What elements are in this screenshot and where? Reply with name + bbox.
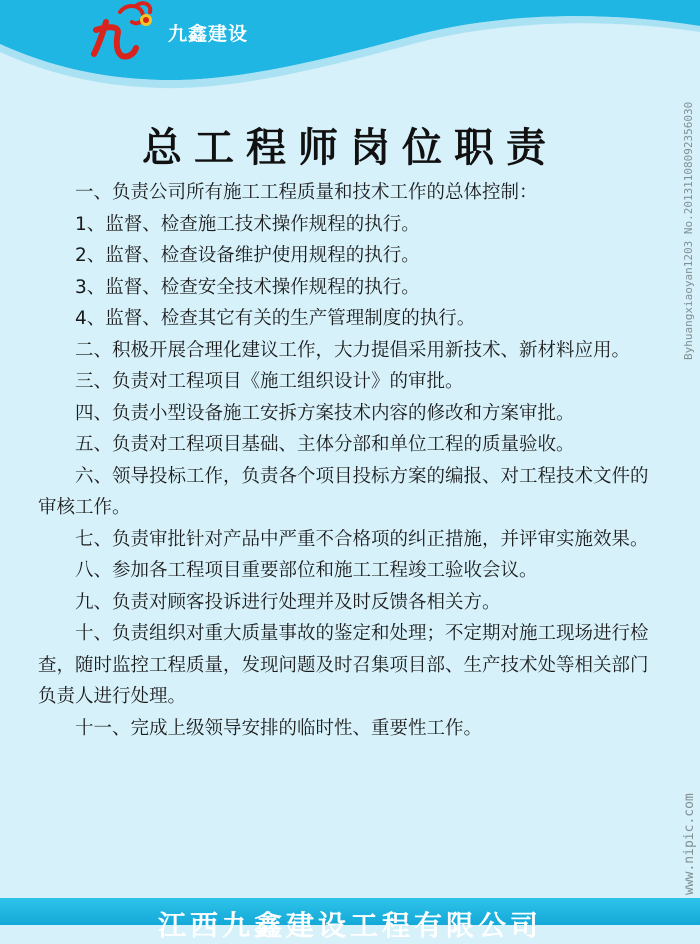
company-short-name: 九鑫建设: [168, 23, 249, 45]
duty-item: 十一、完成上级领导安排的临时性、重要性工作。: [75, 717, 483, 739]
duty-item: 四、负责小型设备施工安拆方案技术内容的修改和方案审批。: [75, 402, 575, 424]
page-title: 总工程师岗位职责: [142, 124, 558, 171]
duty-item: 六、领导投标工作，负责各个项目投标方案的编报、对工程技术文件的审核工作。: [38, 465, 649, 518]
duty-item: 3、监督、检查安全技术操作规程的执行。: [75, 276, 420, 298]
duty-item: 4、监督、检查其它有关的生产管理制度的执行。: [75, 308, 476, 329]
duty-item: 八、参加各工程项目重要部位和施工工程竣工验收会议。: [75, 560, 538, 581]
duty-item: 2、监督、检查设备维护使用规程的执行。: [75, 245, 420, 266]
footer-band: [0, 898, 700, 942]
company-logo: [92, 2, 162, 64]
duty-item: 三、负责对工程项目《施工组织设计》的审批。: [75, 371, 464, 392]
duty-item: 五、负责对工程项目基础、主体分部和单位工程的质量验收。: [75, 434, 575, 455]
duty-item: 1、监督、检查施工技术操作规程的执行。: [75, 213, 420, 235]
duty-item: 二、积极开展合理化建议工作，大力提倡采用新技术、新材料应用。: [75, 339, 631, 361]
duty-item: 十、负责组织对重大质量事故的鉴定和处理；不定期对施工现场进行检查，随时监控工程质量，发现问题及时召集项目部、生产技术处等相关部门负责人进行处理。: [38, 623, 649, 707]
duty-item: 九、负责对顾客投诉进行处理并及时反馈各相关方。: [75, 591, 501, 613]
watermark-side-id: Byhuangxiaoyan1203 No.20131108092356030: [682, 101, 695, 360]
company-full-name: 江西九鑫建设工程有限公司: [157, 909, 542, 942]
duty-item: 七、负责审批针对产品中严重不合格项的纠正措施，并评审实施效果。: [75, 528, 649, 550]
duty-item: 一、负责公司所有施工工程质量和技术工作的总体控制：: [75, 182, 538, 203]
duties-list: [38, 177, 663, 744]
watermark-side-site: www.nipic.com: [682, 793, 697, 895]
